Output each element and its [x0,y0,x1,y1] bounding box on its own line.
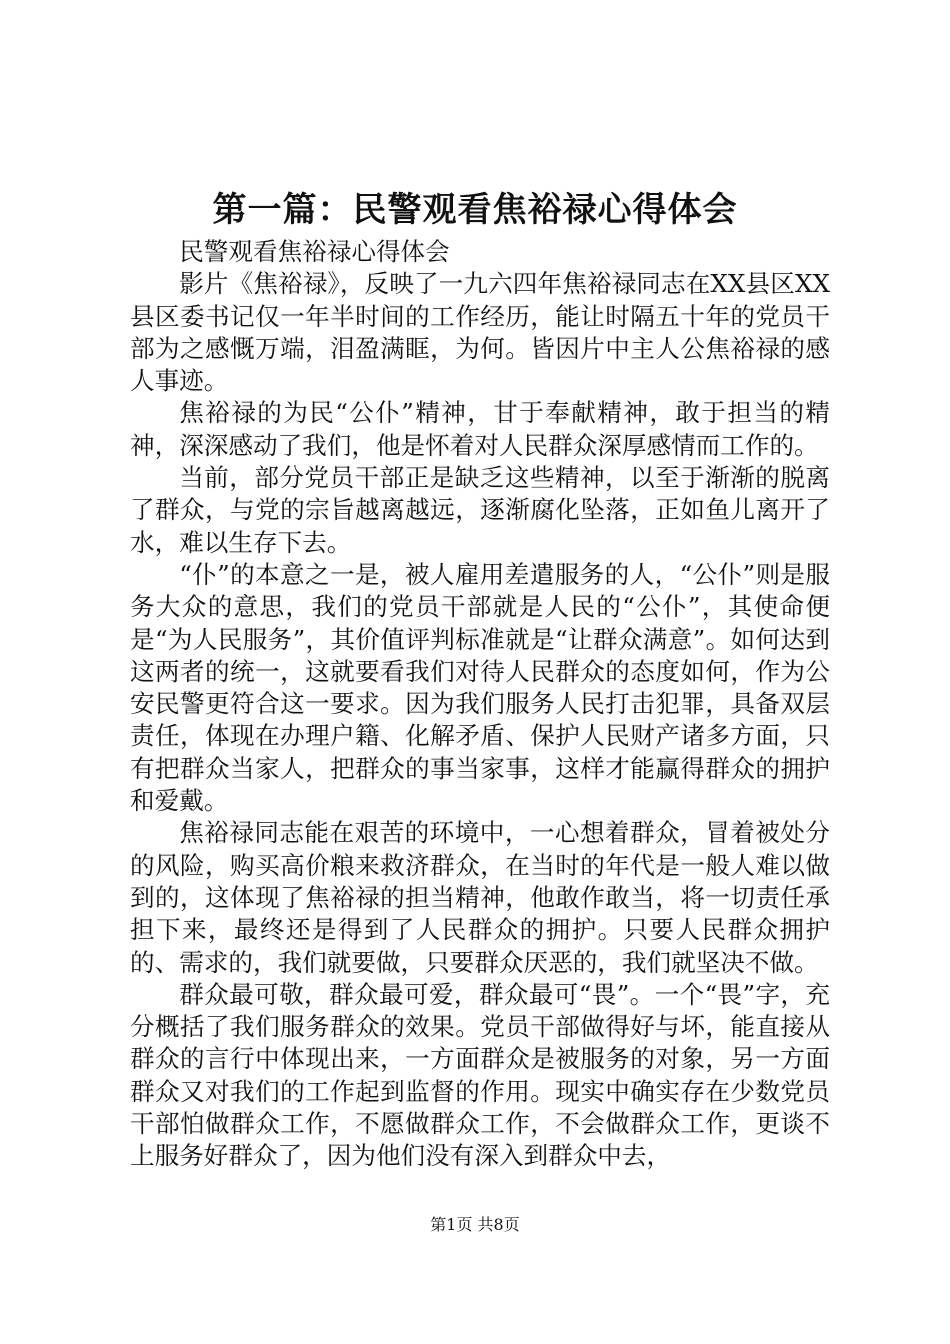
paragraph-subtitle: 民警观看焦裕禄心得体会 [179,237,450,266]
document-title: 第一篇：民警观看焦裕禄心得体会 [212,190,738,230]
paragraph: 焦裕禄的为民“公仆”精神，甘于奉献精神，敢于担当的精神，深深感动了我们，他是怀着对人民群众深厚感情而工作的。 [130,398,830,460]
paragraph: 当前，部分党员干部正是缺乏这些精神，以至于渐渐的脱离了群众，与党的宗旨越离越远，逐渐腐化坠落，正如鱼儿离开了水，难以生存下去。 [130,463,830,557]
paragraph: 影片《焦裕禄》，反映了一九六四年焦裕禄同志在XX县区XX县区委书记仅一年半时间的工作经历，能让时隔五十年的党员干部为之感慨万端，泪盈满眶，为何。皆因片中主人公焦裕禄的感人事迹。 [130,269,830,396]
page-footer: 第1页 共8页 [430,1215,520,1234]
document-body [130,236,830,1173]
paragraph: 焦裕禄同志能在艰苦的环境中，一心想着群众，冒着被处分的风险，购买高价粮来救济群众，在当时的年代是一般人难以做到的，这体现了焦裕禄的担当精神，他敢作敢当，将一切责任承担下来，最终还是得到了人民群众的拥护。只要人民群众拥护的、需求的，我们就要做，只要群众厌恶的，我们就坚决不做。 [130,818,830,977]
paragraph: “仆”的本意之一是，被人雇用差遣服务的人，“公仆”则是服务大众的意思，我们的党员干部就是人民的“公仆”，其使命便是“为人民服务”，其价值评判标准就是“让群众满意”。如何达到这两者的统一，这就要看我们对待人民群众的态度如何，作为公安民警更符合这一要求。因为我们服务人民打击犯罪，具备双层责任，体现在办理户籍、化解矛盾、保护人民财产诸多方面，只有把群众当家人，把群众的事当家事，这样才能赢得群众的拥护和爱戴。 [130,559,830,816]
paragraph: 群众最可敬，群众最可爱，群众最可“畏”。一个“畏”字，充分概括了我们服务群众的效果。党员干部做得好与坏，能直接从群众的言行中体现出来，一方面群众是被服务的对象，另一方面群众又对我们的工作起到监督的作用。现实中确实存在少数党员干部怕做群众工作，不愿做群众工作，不会做群众工作，更谈不上服务好群众了，因为他们没有深入到群众中去， [130,979,830,1171]
